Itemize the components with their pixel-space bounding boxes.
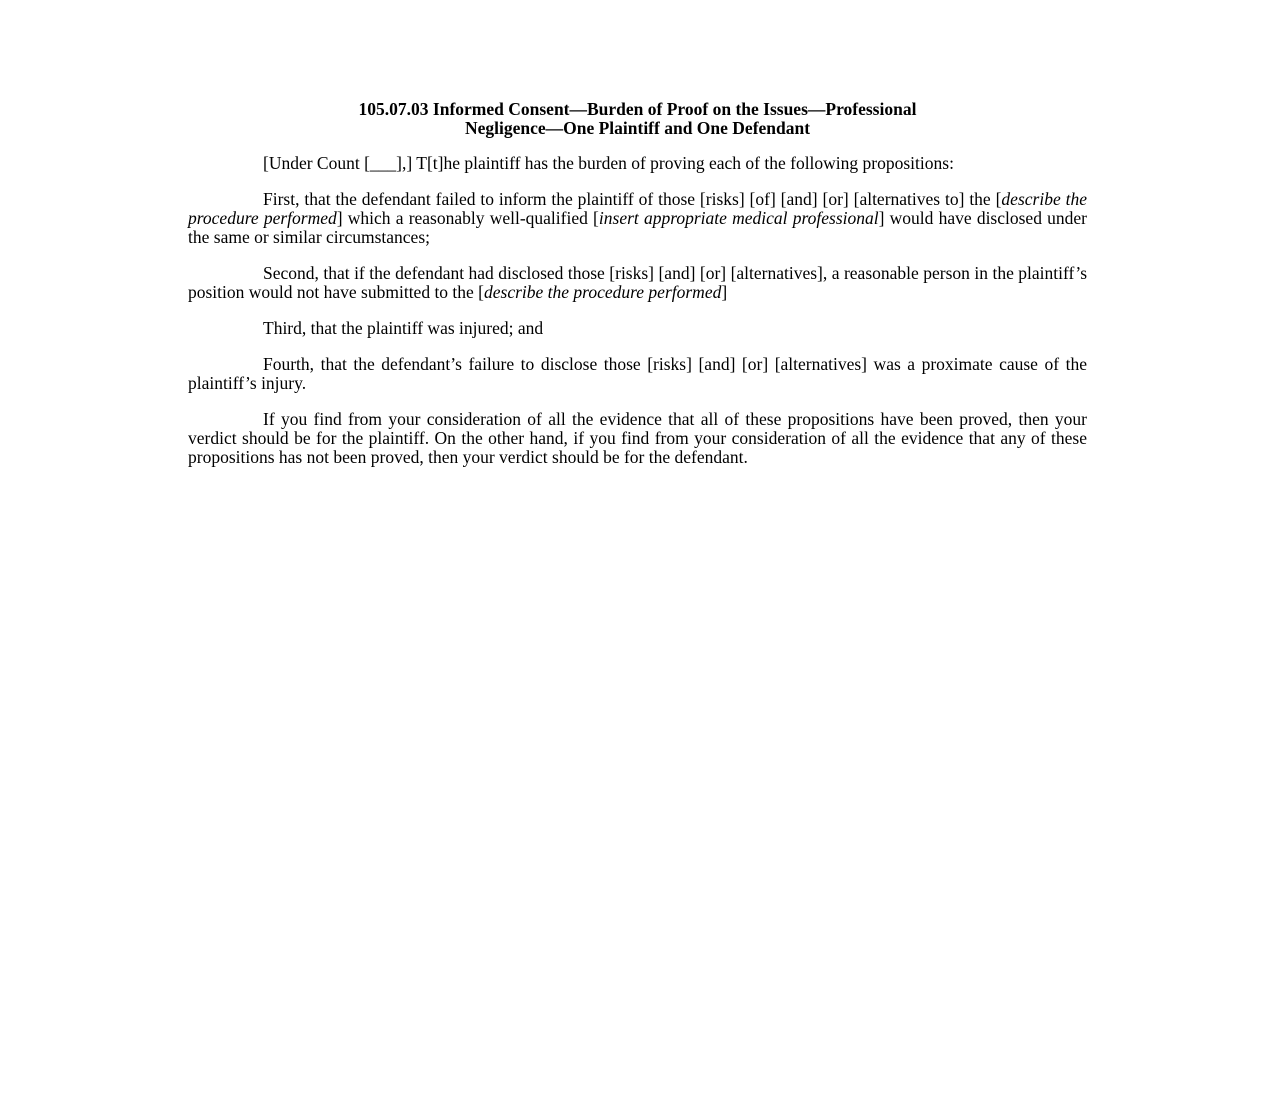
fourth-proposition: Fourth, that the defendant’s failure to disclose those [risks] [and] [or] [alternatives] was a proximate cause of the plaintiff’s injury.	[188, 354, 1087, 393]
procedure-placeholder: describe the procedure performed	[188, 189, 1087, 228]
second-proposition	[188, 264, 1087, 302]
first-proposition-text-e: ] would have disclosed under the same or similar circumstances;	[188, 208, 1087, 247]
document-title	[188, 100, 1087, 138]
third-proposition: Third, that the plaintiff was injured; and	[263, 318, 544, 338]
medical-professional-placeholder: insert appropriate medical professional	[598, 208, 879, 228]
first-proposition	[188, 190, 1087, 247]
document-page	[188, 100, 1087, 484]
second-proposition-text-c: ]	[721, 282, 728, 302]
procedure-placeholder: describe the procedure performed	[484, 282, 722, 302]
second-proposition-text-a: Second, that if the defendant had disclosed those [risks] [and] [or] [alternatives], a reasonable person in the plaintiff’s position would not have submitted to the [	[188, 263, 1087, 302]
title-line-2: Negligence—One Plaintiff and One Defendant	[464, 118, 811, 138]
first-proposition-text-a: First, that the defendant failed to inform the plaintiff of those [risks] [of] [and] [or] [alternatives to] the [	[263, 189, 1002, 209]
intro-paragraph: [Under Count [___],] T[t]he plaintiff has the burden of proving each of the following propositions:	[263, 153, 954, 173]
first-proposition-text-c: ] which a reasonably well-qualified [	[336, 208, 599, 228]
verdict-paragraph: If you find from your consideration of all the evidence that all of these propositions have been proved, then your verdict should be for the plaintiff. On the other hand, if you find from your consideration of all the evidence that any of these propositions has not been proved, then your verdict should be for the defendant.	[188, 409, 1087, 467]
title-line-1: 105.07.03 Informed Consent—Burden of Proof on the Issues—Professional	[358, 99, 917, 119]
